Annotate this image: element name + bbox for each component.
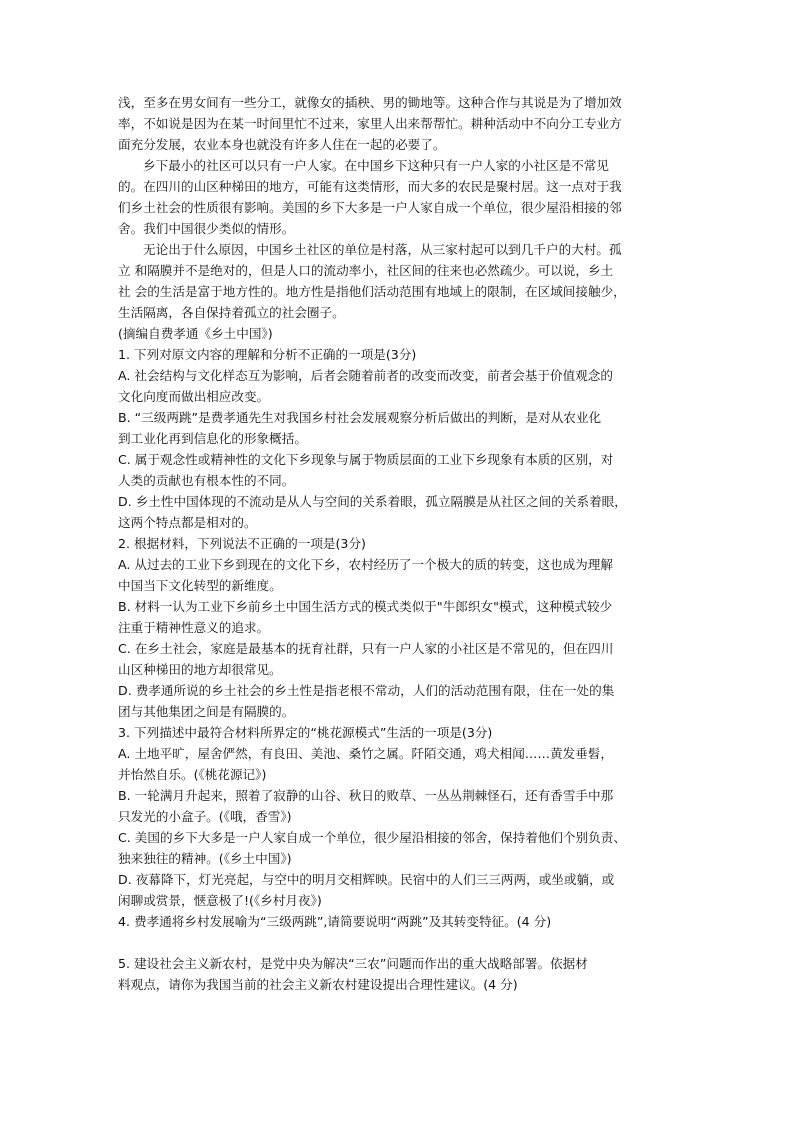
option-b-cont: 注重于精神性意义的追求。: [118, 620, 270, 635]
text-line: 浅，至多在男女间有一些分工，就像女的插秧、男的锄地等。这种合作与其说是为了增加效: [118, 95, 622, 110]
text-line: 生活隔离，各自保持着孤立的社会圈子。: [118, 305, 345, 320]
option-b: B. 材料一认为工业下乡前乡土中国生活方式的模式类似于"牛郎织女"模式，这种模式较少: [118, 599, 613, 614]
question-4: 4. 费孝通将乡村发展喻为“三级两跳”,请简要说明“两跳”及其转变特征。(4 分): [118, 914, 552, 929]
option-d: D. 乡土性中国体现的不流动是从人与空间的关系着眼，孤立隔膜是从社区之间的关系着眼，: [118, 494, 627, 509]
option-a-cont: 并怡然自乐。(《桃花源记》): [118, 767, 267, 782]
passage-paragraph-2: [118, 155, 684, 239]
option-c-cont: 山区种梯田的地方却很常见。: [118, 662, 282, 677]
text-line: 的。在四川的山区种梯田的地方，可能有这类情形，而大多的农民是聚村居。这一点对于我: [118, 179, 622, 194]
option-a: A. 从过去的工业下乡到现在的文化下乡，农村经历了一个极大的质的转变，这也成为理解: [118, 557, 613, 572]
option-d: D. 费孝通所说的乡土社会的乡土性是指老根不常动，人们的活动范围有限，住在一处的集: [118, 683, 615, 698]
text-line: 舍。我们中国很少类似的情形。: [118, 221, 295, 236]
option-b-cont: 只发光的小盒子。(《哦，香雪》): [118, 809, 292, 824]
option-c-cont: 人类的贡献也有根本性的不同。: [118, 473, 295, 488]
text-line: 社 会的生活是富于地方性的。地方性是指他们活动范围有地域上的限制，在区域间接触少，: [118, 284, 626, 299]
option-d-cont: 团与其他集团之间是有隔膜的。: [118, 704, 295, 719]
passage-paragraph-1: [118, 92, 684, 155]
question-stem-cont: 料观点，请你为我国当前的社会主义新农村建设提出合理性建议。(4 分): [118, 977, 518, 992]
answer-space: [118, 932, 684, 953]
option-d-cont: 闲聊或赏景，惬意极了!(《乡村月夜》): [118, 893, 322, 908]
option-c: C. 美国的乡下大多是一户人家自成一个单位，很少屋沿相接的邻舍，保持着他们个别负责、: [118, 830, 626, 845]
option-a-cont: 中国当下文化转型的新维度。: [118, 578, 282, 593]
text-line: 无论出于什么原因，中国乡土社区的单位是村落，从三家村起可以到几千户的大村。孤: [143, 242, 622, 257]
question-stem: 5. 建设社会主义新农村，是党中央为解决“三农”问题而作出的重大战略部署。依据材: [118, 956, 588, 971]
question-3: [118, 722, 684, 911]
text-line: 立 和隔膜并不是绝对的，但是人口的流动率小，社区间的往来也必然疏少。可以说，乡土: [118, 263, 614, 278]
question-stem: 1. 下列对原文内容的理解和分析不正确的一项是(3分): [118, 347, 417, 362]
option-a: A. 土地平旷，屋舍俨然，有良田、美池、桑竹之属。阡陌交通，鸡犬相闻……黄发垂髫，: [118, 746, 613, 761]
question-1: [118, 344, 684, 533]
passage-paragraph-3: [118, 239, 684, 323]
option-b: B. 一轮满月升起来，照着了寂静的山谷、秋日的败草、一丛丛荆棘怪石，还有香雪手中那: [118, 788, 614, 803]
text-line: 乡下最小的社区可以只有一户人家。在中国乡下这种只有一户人家的小社区是不常见: [143, 158, 609, 173]
question-stem: 3. 下列描述中最符合材料所界定的“桃花源模式”生活的一项是(3分): [118, 725, 493, 740]
option-a: A. 社会结构与文化样态互为影响，后者会随着前者的改变而改变，前者会基于价值观念的: [118, 368, 613, 383]
option-c-cont: 独来独往的精神。(《乡土中国》): [118, 851, 292, 866]
option-c: C. 在乡土社会，家庭是最基本的抚育社群，只有一户人家的小社区是不常见的，但在四川: [118, 641, 614, 656]
option-c: C. 属于观念性或精神性的文化下乡现象与属于物质层面的工业下乡现象有本质的区别，对: [118, 452, 614, 467]
text-line: 们乡土社会的性质很有影响。美国的乡下大多是一户人家自成一个单位，很少屋沿相接的邻: [118, 200, 622, 215]
question-stem: 2. 根据材料，下列说法不正确的一项是(3分): [118, 536, 366, 551]
passage-source: (摘编自费孝通《乡土中国》): [118, 326, 273, 341]
option-b: B. “三级两跳”是费孝通先生对我国乡村社会发展观察分析后做出的判断，是对从农业化: [118, 410, 602, 425]
question-2: [118, 533, 684, 722]
question-5: [118, 953, 684, 995]
option-b-cont: 到工业化再到信息化的形象概括。: [118, 431, 307, 446]
text-line: 面充分发展，农业本身也就没有许多人住在一起的必要了。: [118, 137, 446, 152]
text-line: 率，不如说是因为在某一时间里忙不过来，家里人出来帮帮忙。耕种活动中不向分工专业方: [118, 116, 622, 131]
option-d-cont: 这两个特点都是相对的。: [118, 515, 257, 530]
option-d: D. 夜幕降下，灯光亮起，与空中的明月交相辉映。民宿中的人们三三两两，或坐或躺，或: [118, 872, 615, 887]
option-a-cont: 文化向度而做出相应改变。: [118, 389, 270, 404]
document-page: [118, 92, 684, 995]
